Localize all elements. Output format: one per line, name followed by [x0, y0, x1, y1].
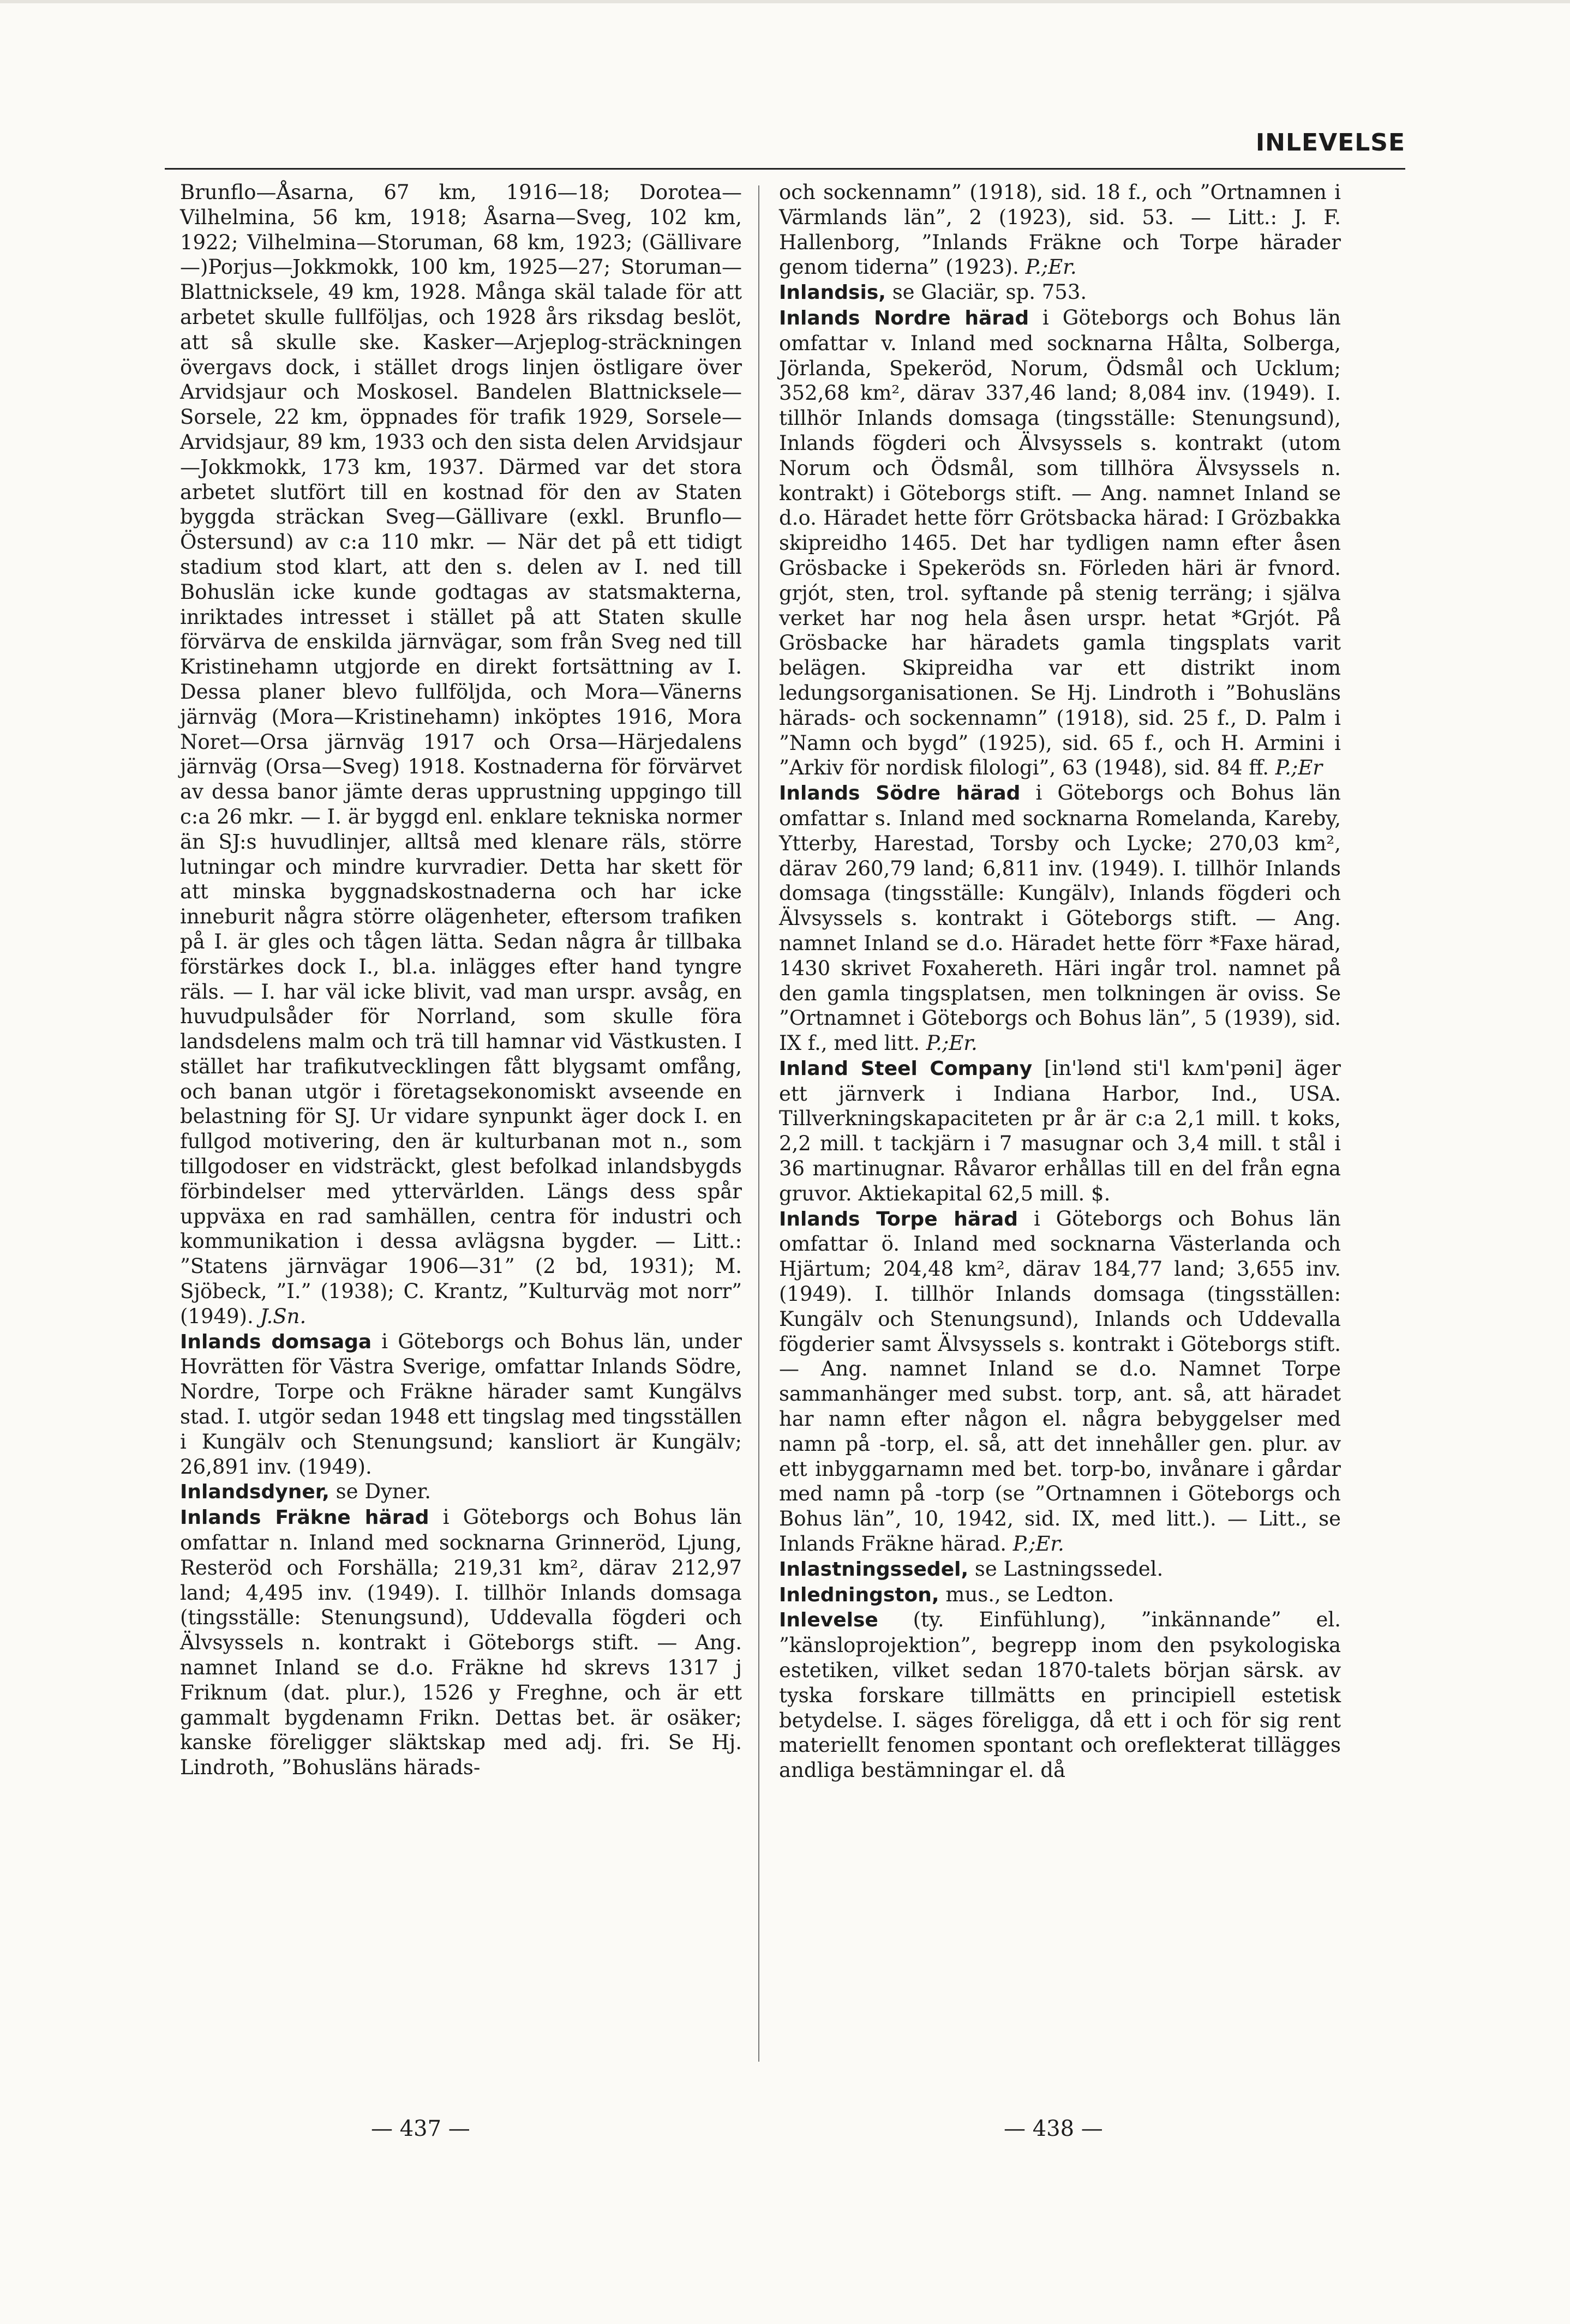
page-number-right: — 438 — — [1004, 2116, 1103, 2141]
entry-headword: Inland Steel Company — [779, 1057, 1033, 1080]
entry-text: i Göteborgs och Bohus län omfattar v. Inland med socknarna Hålta, Solberga, Jörlanda, Spekeröd, Norum, Ödsmål och Ucklum; 352,68 km², därav 337,46 land; 8,084 inv. (1949). I. tillhör Inlands domsaga (tingsställe: Stenungsund), Inlands fögderi och Älvsyssels s. kontrakt (utom Norum och Ödsmål, som tillhöra Älvsyssels n. kontrakt) i Göteborgs stift. — Ang. namnet Inland se d.o. Häradet hette förr Grötsbacka härad: I Grözbakka skipreidho 1465. Det har tydligen namn efter åsen Grösbacke i Spekeröds sn. Förleden häri är fvnord. grjót, sten, trol. syftande på stenig terräng; i själva verket har nog hela åsen urspr. hetat *Grjót. På Grösbacke har häradets gamla tingsplats varit belägen. Skipreidha var ett distrikt inom ledungsorganisationen. Se Hj. Lindroth i ”Bohusläns härads- och sockennamn” (1918), sid. 25 f., D. Palm i ”Namn och bygd” (1925), sid. 65 f., och H. Armini i ”Arkiv för nordisk filologi”, 63 (1948), sid. 84 ff. — [779, 305, 1341, 780]
entry-headword: Inlands Nordre härad — [779, 307, 1029, 329]
entry — [180, 1479, 742, 1505]
entry-headword: Inlandsdyner, — [180, 1481, 329, 1504]
entry-text: (ty. Einfühlung), ”inkännande” el. ”känsloprojektion”, begrepp inom den psykologiska estetiken, vilket sedan 1870-talets början särsk. av tyska forskare tillmätts en principiell estetisk betydelse. I. säges föreligga, då ett i och för sig rent materiellt fenomen spontant och oreflekterat tillägges andliga bestämningar el. då — [779, 1608, 1341, 1782]
column-divider — [758, 185, 759, 2062]
entry-text: i Göteborgs och Bohus län omfattar ö. Inland med socknarna Västerlanda och Hjärtum; 204,48 km², därav 184,77 land; 3,655 inv. (1949). I. tillhör Inlands domsaga (tingsställen: Kungälv och Stenungsund), Inlands och Uddevalla fögderier samt Älvsyssels s. kontrakt i Göteborgs stift. — Ang. namnet Inland se d.o. Namnet Torpe sammanhänger med subst. torp, ant. så, att häradet har namn efter någon el. några bebyggelser med namn på -torp, el. så, att det innehåller gen. plur. av ett inbyggarnamn med bet. torp-bo, invånare i gårdar med namn på -torp (se ”Ortnamnen i Göteborgs och Bohus län”, 10, 1942, sid. IX, med litt.). — Litt., se Inlands Fräkne härad. — [779, 1206, 1341, 1556]
entry — [779, 305, 1341, 780]
entry-headword: Inlastningssedel, — [779, 1558, 969, 1581]
entry-text: se Lastningssedel. — [968, 1557, 1164, 1581]
continuation-text — [779, 180, 1341, 280]
scan-edge — [0, 0, 1570, 3]
entry — [180, 1329, 742, 1480]
entry-headword: Inledningston, — [779, 1583, 939, 1606]
entry — [779, 1056, 1341, 1206]
continuation-text — [180, 180, 742, 1329]
entry — [779, 280, 1341, 305]
entry-text: se Dyner. — [329, 1480, 431, 1504]
right-column — [779, 180, 1341, 1783]
page-number-left: — 437 — — [371, 2116, 470, 2141]
author-signature: P.;Er — [1275, 756, 1323, 780]
author-signature: P.;Er. — [926, 1031, 978, 1055]
entry-headword: Inlands Södre härad — [779, 782, 1021, 805]
entry-headword: Inlands domsaga — [180, 1330, 372, 1353]
left-column — [180, 180, 742, 1780]
author-signature: P.;Er. — [1025, 255, 1077, 279]
entry-headword: Inlands Torpe härad — [779, 1208, 1018, 1230]
entry-text: [in'lənd sti'l kʌm'pəni] äger ett järnverk i Indiana Harbor, Ind., USA. Tillverkningskapaciteten pr år är c:a 2,1 mill. t koks, 2,2 mill. t tackjärn i 7 masugnar och 3,4 mill. t stål i 36 martinugnar. Råvaror erhållas till en del från egna gruvor. Aktiekapital 62,5 mill. $. — [779, 1056, 1341, 1205]
entry-text: i Göteborgs och Bohus län omfattar n. Inland med socknarna Grinneröd, Ljung, Resteröd och Forshälla; 219,31 km², därav 212,97 land; 4,495 inv. (1949). I. tillhör Inlands domsaga (tingsställe: Stenungsund), Uddevalla fögderi och Älvsyssels n. kontrakt i Göteborgs stift. — Ang. namnet Inland se d.o. Fräkne hd skrevs 1317 j Friknum (dat. plur.), 1526 y Freghne, och är ett gammalt bygdenamn Frikn. Dettas bet. är osäker; kanske föreligger släktskap med adj. fri. Se Hj. Lindroth, ”Bohusläns härads- — [180, 1505, 742, 1780]
continuation-body: Brunflo—Åsarna, 67 km, 1916—18; Dorotea—Vilhelmina, 56 km, 1918; Åsarna—Sveg, 102 km, 1922; Vilhelmina—Storuman, 68 km, 1923; (Gällivare—)Porjus—Jokkmokk, 100 km, 1925—27; Storuman—Blattnicksele, 49 km, 1928. Många skäl talade för att arbetet skulle fullföljas, och 1928 års riksdag beslöt, att så skulle ske. Kasker—Arjeplog-sträckningen övergavs dock, i stället drogs linjen östligare över Arvidsjaur och Moskosel. Bandelen Blattnicksele—Sorsele, 22 km, öppnades för trafik 1929, Sorsele—Arvidsjaur, 89 km, 1933 och den sista delen Arvidsjaur—Jokkmokk, 173 km, 1937. Därmed var det stora arbetet slutfört till en kostnad för den av Staten byggda sträckan Sveg—Gällivare (exkl. Brunflo—Östersund) av c:a 110 mkr. — När det på ett tidigt stadium stod klart, att den s. delen av I. ned till Bohuslän icke kunde godtagas av statsmakterna, inriktades intresset i stället på att Staten skulle förvärva de enskilda järnvägar, som från Sveg ned till Kristinehamn utgjorde en direkt fortsättning av I. Dessa planer blevo fullföljda, och Mora—Vänerns järnväg (Mora—Kristinehamn) inköptes 1916, Mora Noret—Orsa järnväg 1917 och Orsa—Härjedalens järnväg (Orsa—Sveg) 1918. Kostnaderna för förvärvet av dessa banor jämte deras upprustning uppgingo till c:a 26 mkr. — I. är byggd enl. enklare tekniska normer än SJ:s huvudlinjer, alltså med klenare räls, större lutningar och mindre kurvradier. Detta har skett för att minska byggnadskostnaderna och har icke inneburit några större olägenheter, eftersom trafiken på I. är gles och tågen lätta. Sedan några år tillbaka förstärkes dock I., bl.a. inlägges efter hand tyngre räls. — I. har väl icke blivit, vad man urspr. avsåg, en huvudpulsåder för Norrland, som skulle föra landsdelens malm och trä till hamnar vid Västkusten. I stället har trafikutvecklingen fått blygsamt omfång, och banan utgör i företagsekonomiskt avseende en belastning för SJ. Ur vidare synpunkt äger dock I. en fullgod motivering, den är kulturbanan mot n., som tillgodoser en vidsträckt, glest befolkad inlandsbygds förbindelser med yttervärlden. Längs dess spår uppväxa en rad samhällen, centra för industri och kommunikation i dessa avlägsna bygder. — Litt.: ”Statens järnvägar 1906—31” (2 bd, 1931); M. Sjöbeck, ”I.” (1938); C. Krantz, ”Kulturväg mot norr” (1949). — [180, 181, 742, 1328]
running-head: INLEVELSE — [1255, 129, 1405, 157]
header-rule — [165, 168, 1405, 170]
author-signature: J.Sn. — [260, 1304, 307, 1328]
entry — [180, 1505, 742, 1780]
entry-headword: Inlevelse — [779, 1609, 878, 1632]
entry-text: i Göteborgs och Bohus län, under Hovrätten för Västra Sverige, omfattar Inlands Södre, Nordre, Torpe och Fräkne härader samt Kungälvs stad. I. utgör sedan 1948 ett tingslag med tingsställen i Kungälv och Stenungsund; kansliort är Kungälv; 26,891 inv. (1949). — [180, 1329, 742, 1479]
entry-text: mus., se Ledton. — [939, 1582, 1114, 1606]
entry-headword: Inlandsis, — [779, 281, 886, 304]
entry — [779, 780, 1341, 1056]
entry — [779, 1582, 1341, 1608]
entry-text: se Glaciär, sp. 753. — [885, 280, 1087, 304]
entry — [779, 1557, 1341, 1582]
entry — [779, 1206, 1341, 1557]
entry — [779, 1607, 1341, 1783]
continuation-body: och sockennamn” (1918), sid. 18 f., och ”Ortnamnen i Värmlands län”, 2 (1923), sid. 53. — Litt.: J. F. Hallenborg, ”Inlands Fräkne och Torpe härader genom tiderna” (1923). — [779, 181, 1341, 279]
entry-text: i Göteborgs och Bohus län omfattar s. Inland med socknarna Romelanda, Kareby, Ytterby, Harestad, Torsby och Lycke; 270,03 km², därav 260,79 land; 6,811 inv. (1949). I. tillhör Inlands domsaga (tingsställe: Kungälv), Inlands fögderi och Älvsyssels s. kontrakt i Göteborgs stift. — Ang. namnet Inland se d.o. Häradet hette förr *Faxe härad, 1430 skrivet Foxahereth. Häri ingår trol. namnet på den gamla tingsplatsen, men tolkningen är oviss. Se ”Ortnamnet i Göteborgs och Bohus län”, 5 (1939), sid. IX f., med litt. — [779, 781, 1341, 1055]
entry-headword: Inlands Fräkne härad — [180, 1506, 429, 1529]
author-signature: P.;Er. — [1012, 1532, 1064, 1556]
